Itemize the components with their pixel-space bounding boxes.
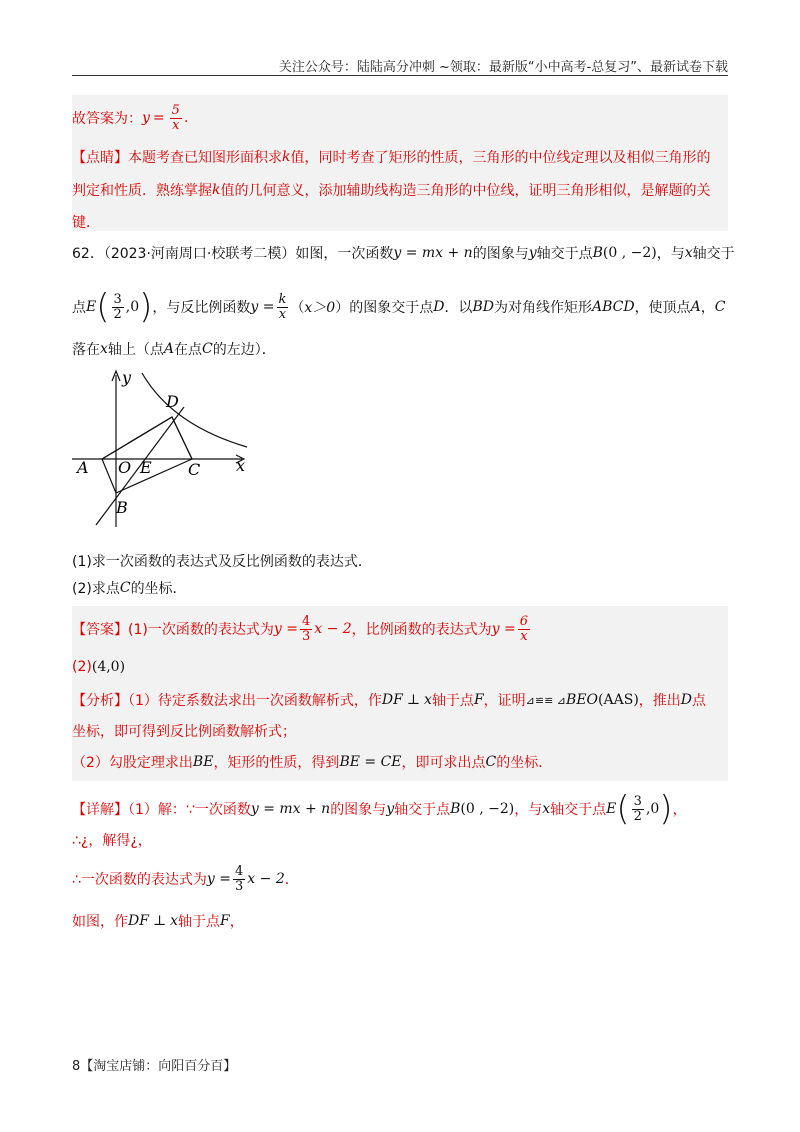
math: y =	[206, 871, 232, 887]
math: C	[119, 580, 131, 596]
text: ，	[672, 802, 687, 818]
prev-comment-line-3	[72, 211, 100, 233]
detail-line-2	[72, 829, 152, 851]
math: C	[202, 341, 213, 357]
text: ，	[229, 914, 244, 930]
page-footer: 8【淘宝店铺：向阳百分百】	[72, 1059, 237, 1074]
math: BD	[472, 299, 494, 315]
problem-line-2: 点 E ( $\frac{3}{2}$ ,0 ) ，与反比例函数 y = $\frac{k}{x}$ （ x＞0 ）的图象交于点 D ．以 BD 为对角线作矩形 ABCD ，使顶点 A ， C	[72, 287, 726, 327]
math: DF	[128, 913, 149, 929]
text: (2)求点	[72, 581, 120, 597]
problem-line-1: 62．（2023·河南周口·校联考二模）如图，一次函数 y = mx + n 的图象与 y 轴交于点 B ( 0 , −2 ) ，与 x 轴交于	[72, 245, 735, 262]
text: ，矩形的性质，得到	[213, 755, 340, 771]
fraction	[112, 293, 124, 321]
text: 为对角线作矩形	[493, 300, 592, 316]
text: ，	[700, 300, 715, 316]
fraction	[233, 865, 245, 893]
fraction	[170, 104, 182, 132]
numerator: 4	[235, 863, 244, 879]
numerator: 4	[301, 613, 311, 629]
math: ,0	[125, 299, 140, 315]
numerator: 3	[113, 291, 122, 307]
text: 故答案为：	[72, 111, 142, 127]
math: DF	[381, 692, 403, 708]
numerator: k	[278, 291, 287, 307]
numerator: 5	[171, 102, 180, 118]
math: x − 2	[247, 871, 285, 887]
denominator: 3	[235, 878, 244, 894]
text: 判定和性质．熟练掌握	[72, 183, 212, 199]
text: ∴一次函数的表达式为	[72, 872, 207, 888]
math: y	[528, 245, 537, 261]
text: 键．	[72, 215, 100, 231]
geometry-figure	[72, 365, 262, 530]
denominator: x	[278, 306, 287, 322]
text: 点	[72, 300, 86, 316]
question-2	[72, 577, 187, 599]
question-1	[72, 550, 372, 572]
hyperbola-curve	[142, 373, 247, 447]
text: 的图象与	[472, 246, 529, 262]
text: 的坐标．	[130, 581, 187, 597]
text: ∴¿，解得¿，	[72, 833, 152, 849]
prev-answer-line	[72, 100, 188, 136]
math: BE = CE	[339, 754, 402, 770]
math: y =	[273, 621, 298, 637]
math: A	[690, 299, 701, 315]
text: ，推出	[638, 693, 681, 709]
text: 【答案】(1)一次函数的表达式为	[72, 622, 274, 638]
math: B	[450, 801, 461, 817]
math: y	[142, 110, 150, 126]
segment-DC	[172, 417, 192, 459]
denominator: 2	[633, 808, 642, 824]
text: 落在	[72, 342, 100, 358]
detail-line-1: 【详解】（1）解：∵一次函数 y = mx + n 的图象与 y 轴交于点 B ( 0 , −2 ) ，与 x 轴交于点 E ( $\frac{3}{2}$ ,0 ) ，	[72, 789, 687, 829]
denominator: x	[172, 117, 180, 133]
fraction	[632, 795, 644, 823]
text: ，比例函数的表达式为	[351, 622, 492, 638]
text: 轴于点	[178, 914, 221, 930]
math: C	[485, 754, 497, 770]
detail-line-3	[72, 860, 299, 898]
label-E: E	[140, 458, 152, 477]
text: ，与反比例函数	[152, 300, 251, 316]
text: 如图，作	[72, 914, 128, 930]
header-rule	[72, 75, 728, 76]
text: ，使顶点	[634, 300, 691, 316]
denominator: 3	[301, 628, 311, 644]
answer-line-1	[72, 610, 532, 648]
analysis-line-1: 【分析】（1）待定系数法求出一次函数解析式，作 DF ⊥ x 轴于点 F ，证明 ⊿≌≌ ⊿ BEO ( AAS ) ，推出 D 点	[72, 692, 707, 709]
fraction	[277, 293, 289, 321]
math: ABCD	[591, 299, 635, 315]
text: 坐标，即可得到反比例函数解析式；	[72, 724, 296, 740]
numerator: 6	[519, 613, 529, 629]
math: x	[100, 341, 108, 357]
problem-line-3	[72, 338, 276, 360]
text: ．	[284, 872, 299, 888]
text: (2)	[72, 659, 92, 675]
math: k	[282, 149, 291, 165]
text: 【点睛】本题考查已知图形面积求	[72, 150, 282, 166]
text: 值的几何意义，添加辅助线构造三角形的中位线，证明三角形相似，是解题的关	[220, 183, 711, 199]
math: x	[684, 245, 693, 261]
math: ,0	[645, 801, 660, 817]
label-D: D	[166, 392, 179, 411]
math: ⊥	[406, 692, 421, 708]
text: 的坐标．	[496, 755, 553, 771]
math: B	[592, 245, 603, 261]
text: 轴交于点	[536, 246, 593, 262]
math: E	[606, 801, 617, 817]
math: E	[86, 299, 97, 315]
math: x − 2	[314, 621, 352, 637]
label-A: A	[77, 458, 89, 477]
denominator: x	[520, 628, 528, 644]
math: y	[386, 801, 395, 817]
math: y =	[250, 299, 275, 315]
math: y =	[491, 621, 516, 637]
text: （	[290, 300, 305, 316]
math: A	[163, 341, 175, 357]
text: 在点	[174, 342, 203, 358]
text: 【详解】（1）解：∵一次函数	[72, 802, 251, 818]
math: 0 , −2	[465, 801, 509, 817]
text: (1)求一次函数的表达式及反比例函数的表达式．	[72, 554, 372, 570]
text: 【分析】（1）待定系数法求出一次函数解析式，作	[72, 693, 382, 709]
text: （2）勾股定理求出	[72, 755, 193, 771]
math: ⊥	[152, 913, 167, 929]
math: AAS	[603, 692, 634, 708]
math: BEO	[566, 692, 599, 708]
text: 62．（2023·河南周口·校联考二模）如图，一次函数	[72, 246, 394, 262]
numerator: 3	[633, 793, 642, 809]
math: D	[433, 299, 445, 315]
fraction	[300, 615, 312, 643]
math: ⊿≌≌ ⊿	[525, 693, 567, 707]
text: 的左边）．	[212, 342, 276, 358]
text: 轴交于点	[394, 802, 451, 818]
text: ．以	[444, 300, 473, 316]
text: ，即可求出点	[401, 755, 486, 771]
prev-comment-line-1	[72, 146, 710, 168]
text: ）的图象交于点	[335, 300, 434, 316]
denominator: 2	[113, 306, 122, 322]
math: F	[473, 692, 484, 708]
label-y: y	[122, 368, 132, 387]
math: x	[424, 692, 432, 708]
fraction	[518, 615, 530, 643]
text: 轴交于	[692, 246, 735, 262]
math: C	[714, 299, 726, 315]
label-O: O	[118, 458, 132, 477]
math: 4,0	[97, 659, 120, 675]
text: 的图象与	[330, 802, 387, 818]
text: 值，同时考查了矩形的性质，三角形的中位线定理以及相似三角形的	[290, 150, 711, 166]
math: F	[220, 913, 230, 929]
analysis-line-2	[72, 720, 296, 742]
math: 0 , −2	[608, 245, 652, 261]
text: ，与	[514, 802, 543, 818]
math: y = mx + n	[393, 245, 473, 261]
text: ，证明	[483, 693, 526, 709]
answer-line-2: (2) ( 4,0 )	[72, 659, 126, 675]
math: x	[170, 913, 179, 929]
label-x: x	[236, 456, 246, 475]
math: =	[152, 110, 165, 126]
header-text: 关注公众号：陆陆高分冲刺 ~领取：最新版“小中高考-总复习”、最新试卷下载	[278, 60, 728, 75]
math: D	[680, 692, 693, 708]
math: BE	[192, 754, 214, 770]
math: y = mx + n	[250, 801, 331, 817]
text: ，与	[656, 246, 685, 262]
math: x	[542, 801, 551, 817]
math: x＞0	[304, 300, 336, 316]
detail-line-4	[72, 910, 244, 932]
text: 点	[692, 693, 707, 709]
math: k	[212, 182, 221, 198]
analysis-line-3	[72, 750, 552, 774]
prev-comment-line-2	[72, 179, 710, 201]
label-C: C	[188, 460, 201, 479]
text: .	[183, 110, 189, 126]
text: 轴于点	[431, 693, 474, 709]
text: 轴上（点	[107, 342, 164, 358]
text: 轴交于点	[550, 802, 607, 818]
label-B: B	[116, 498, 128, 517]
